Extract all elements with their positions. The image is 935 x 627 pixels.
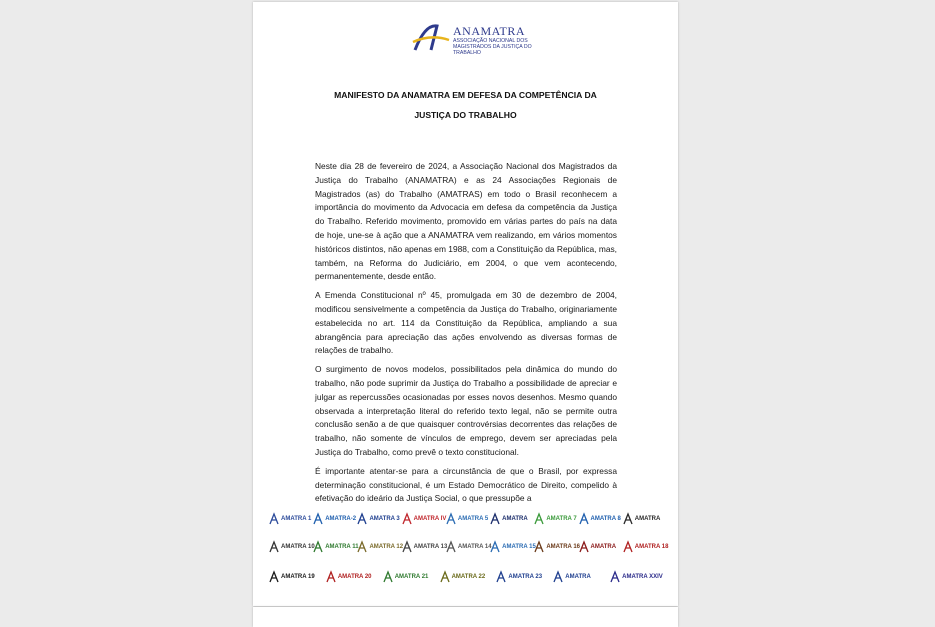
amatra-logo [623,538,669,556]
amatra-logo-label: AMATRA 12 [369,544,404,550]
amatra-emblem-icon [623,513,633,525]
amatra-emblem-icon [269,571,279,583]
anamatra-logo [411,20,531,60]
amatra-emblem-icon [313,513,323,525]
amatra-logo-label: AMATRA 1 [281,516,312,522]
amatra-emblem-icon [446,541,456,553]
amatra-logo [610,568,663,586]
amatra-emblem-icon [446,513,456,525]
paragraph: É importante atentar-se para a circunstância de que o Brasil, por expressa determinação constitucional, é um Estado Democrático de Direito, compelido à efetivação do ideário da Justiça Social, o que pressupõe a [315,465,617,504]
document-title-line-2: JUSTIÇA DO TRABALHO [414,110,517,120]
amatra-logo-label: AMATRA [634,516,661,522]
amatra-logo [269,538,315,556]
amatra-logo-label: AMATRA 20 [337,574,372,580]
amatra-logo-label: AMATRA [565,574,591,580]
amatra-logo-label: AMATRA 15 [502,544,536,550]
amatra-logo [623,510,663,528]
amatra-logo [269,568,322,586]
amatra-emblem-icon [553,571,563,583]
amatra-logo [553,568,606,586]
amatra-logo-label: AMATRA 23 [508,574,543,580]
amatra-emblem-icon [490,513,500,525]
amatra-logo [326,568,379,586]
amatra-logo-label: AMATRA 13 [413,544,448,550]
amatra-logo-label: AMATRA XXIV [622,574,663,580]
amatra-emblem-icon [496,571,506,583]
amatra-emblem-icon [579,513,589,525]
amatra-emblem-icon [269,541,279,553]
amatra-logo [579,510,619,528]
amatra-logo [534,510,577,528]
paragraph: A Emenda Constitucional nº 45, promulgada em 30 de dezembro de 2004, modificou sensivelmente a competência da Justiça do Trabalho, originariamente estabelecida no art. 114 da Constituição da República, ampliando a sua abrangência para apreciação das ações envolvendo as diversas formas de relações de trabalho. [315,290,617,356]
paragraph: Neste dia 28 de fevereiro de 2024, a Associação Nacional dos Magistrados da Justiça do Trabalho (ANAMATRA) e as 24 Associações Regionais de Magistrados (as) do Trabalho (AMATRAS) em todo o Brasil reconhecem a importância do movimento da Advocacia em defesa da competência da Justiça do Trabalho. Referido movimento, promovido em várias partes do país na data de hoje, une-se à ação que a ANAMATRA vem realizando, em vários momentos históricos distintos, não apenas em 1988, com a Constituição da República, mas, também, na Reforma do Judiciário, em 2004, o que vem acontecendo, permanentemente, desde então. [315,161,617,282]
amatra-emblem-icon [610,571,620,583]
amatra-emblem-icon [313,541,323,553]
amatra-logo-label: AMATRA 8 [590,516,621,522]
document-page [253,2,678,606]
amatra-emblem-icon [383,571,393,583]
amatra-logo-label: AMATRA 22 [451,574,486,580]
amatra-logo-label: AMATRA 7 [546,516,577,522]
amatra-logo [440,568,493,586]
amatra-emblem-icon [534,541,544,553]
amatra-logo [313,510,357,528]
amatra-logo [269,510,312,528]
amatra-emblem-icon [490,541,500,553]
amatra-logo [579,538,619,556]
amatra-logo-label: AMATRA 11 [325,544,359,550]
amatra-logo [357,510,400,528]
amatra-logo-label: AMATRA 18 [634,544,669,550]
document-title-line-1: MANIFESTO DA ANAMATRA EM DEFESA DA COMPETÊNCIA DA [334,90,597,100]
amatra-emblem-icon [402,513,412,525]
amatra-emblem-icon [402,541,412,553]
amatra-logo [402,538,448,556]
amatra-logo-label: AMATRA-2 [325,516,357,522]
amatra-logos-footer [267,506,669,596]
document-body [315,160,617,504]
next-page-edge [253,607,678,627]
amatra-logo [357,538,404,556]
amatra-logo [534,538,580,556]
amatra-logo-label: AMATRA IV [413,516,447,522]
amatra-emblem-icon [623,541,633,553]
anamatra-emblem-icon [411,20,451,56]
amatra-logo [446,538,492,556]
amatra-logo [446,510,489,528]
amatra-logo-label: AMATRA 5 [457,516,489,522]
amatra-logo-label: AMATRA [590,544,617,550]
logo-subtitle: ASSOCIAÇÃO NACIONAL DOS MAGISTRADOS DA JUSTIÇA DO TRABALHO [453,38,532,56]
amatra-emblem-icon [579,541,589,553]
amatra-logo [402,510,447,528]
amatra-logo-label: AMATRA 16 [546,544,580,550]
amatra-logo-label: AMATRA 14 [457,544,492,550]
logo-name: ANAMATRA [453,24,526,38]
amatra-logo [383,568,436,586]
amatra-logo [490,510,530,528]
amatra-logo-label: AMATRA 19 [281,574,315,580]
paragraph: O surgimento de novos modelos, possibilitados pela dinâmica do mundo do trabalho, não pode suprimir da Justiça do Trabalho a possibilidade de apreciar e julgar as repercussões ocasionadas por esses novos desenhos. Mesmo quando observada a interpretação literal do referido texto legal, não se permite outra conclusão senão a de que quaisquer controvérsias decorrentes das relações de trabalho, não somente de vínculos de emprego, devem ser apreciadas pela Justiça do Trabalho, como prevê o texto constitucional. [315,364,617,457]
amatra-emblem-icon [326,571,336,583]
amatra-emblem-icon [269,513,279,525]
amatra-emblem-icon [534,513,544,525]
amatra-emblem-icon [440,571,450,583]
amatra-logo [490,538,536,556]
amatra-emblem-icon [357,541,367,553]
amatra-logo [313,538,359,556]
amatra-logo-label: AMATRA 3 [369,516,400,522]
amatra-logo [496,568,549,586]
amatra-logo-label: AMATRA 21 [394,574,429,580]
amatra-logo-label: AMATRA [502,516,528,522]
amatra-logo-label: AMATRA 10 [281,544,315,550]
amatra-emblem-icon [357,513,367,525]
